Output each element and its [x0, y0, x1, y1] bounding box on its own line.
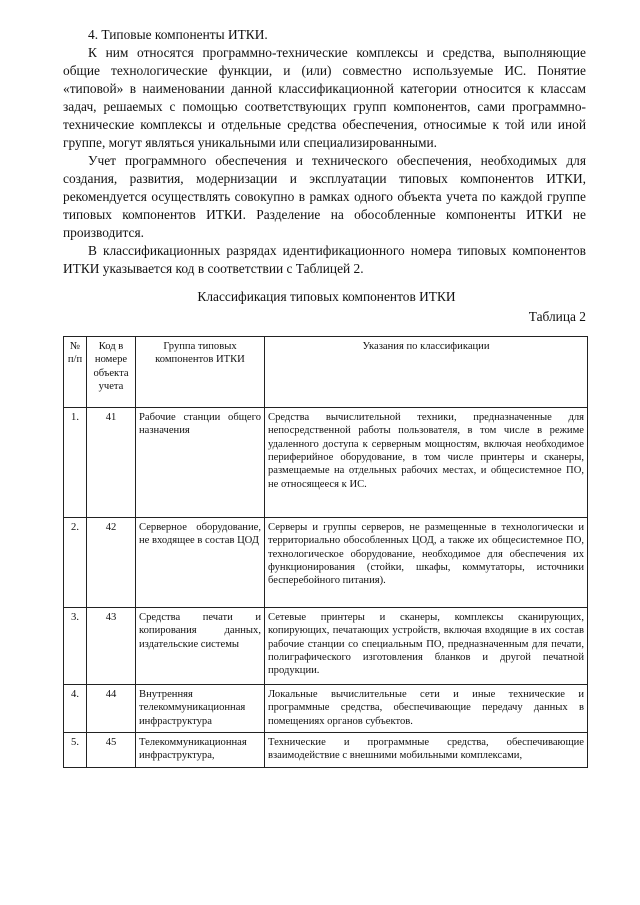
- table-row: [64, 518, 588, 608]
- cell-group: Рабочие станции общего назначения: [136, 408, 265, 518]
- cell-group: Средства печати и копирования данных, издательские системы: [136, 608, 265, 685]
- paragraph-2: Учет программного обеспечения и технического обеспечения, необходимых для создания, развития, модернизации и эксплуатации типовых компонентов ИТКИ, рекомендуется осуществлять совокупно в рамках одного объекта учета по каждой группе типовых компонентов ИТКИ. Разделение на обособленные компоненты ИТКИ не производится.: [63, 153, 586, 240]
- cell-instructions: Средства вычислительной техники, предназначенные для непосредственной работы пользователя, в том числе в режиме удаленного доступа к серверным мощностям, включая необходимое периферийное оборудование, в том числе принтеры и сканеры, размещаемые на отдельных рабочих местах, и общесистемное ПО, не относящееся к ИС.: [265, 408, 588, 518]
- section-heading: 4. Типовые компоненты ИТКИ.: [88, 27, 268, 42]
- header-code: Код в номере объекта учета: [87, 337, 136, 408]
- cell-instructions: Серверы и группы серверов, не размещенные в технологически и территориально обособленных ЦОД, а также их общесистемное ПО, технологическое оборудование, необходимое для обеспечения их функционирования (стойки, шкафы, коммутаторы, источники бесперебойного питания).: [265, 518, 588, 608]
- header-group: Группа типовых компонентов ИТКИ: [136, 337, 265, 408]
- cell-instructions: Технические и программные средства, обеспечивающие взаимодействие с внешними мобильными комплексами,: [265, 733, 588, 768]
- paragraph-1: К ним относятся программно-технические комплексы и средства, выполняющие общие технологические функции, и (или) совместно используемые ИС. Понятие «типовой» в наименовании данной классификационной категории относится к классам задач, решаемых с помощью соответствующих групп компонентов, сами программно-технические комплексы и отдельные средства обеспечения, относимые к той или иной группе, могут являться уникальными или специализированными.: [63, 45, 586, 150]
- classification-table: [63, 336, 588, 768]
- cell-code: 43: [87, 608, 136, 685]
- cell-number: 1.: [64, 408, 87, 518]
- cell-number: 2.: [64, 518, 87, 608]
- paragraph-3: В классификационных разрядах идентификационного номера типовых компонентов ИТКИ указывается код в соответствии с Таблицей 2.: [63, 243, 586, 276]
- cell-instructions: Сетевые принтеры и сканеры, комплексы сканирующих, копирующих, печатающих устройств, включая входящие в их состав рабочие станции со специальным ПО, предназначенным для печати, полиграфического изготовления бланков и другой печатной продукции.: [265, 608, 588, 685]
- cell-number: 5.: [64, 733, 87, 768]
- table-label: Таблица 2: [528, 309, 586, 324]
- cell-group: Телекоммуникационная инфраструктура,: [136, 733, 265, 768]
- document-page: [63, 26, 586, 768]
- cell-group: Внутренняя телекоммуникационная инфраструктура: [136, 685, 265, 733]
- table-row: [64, 608, 588, 685]
- cell-number: 4.: [64, 685, 87, 733]
- table-row: [64, 733, 588, 768]
- table-header-row: [64, 337, 588, 408]
- header-instructions: Указания по классификации: [265, 337, 588, 408]
- table-row: [64, 408, 588, 518]
- table-caption: Классификация типовых компонентов ИТКИ: [197, 289, 456, 304]
- cell-code: 44: [87, 685, 136, 733]
- table-row: [64, 685, 588, 733]
- cell-code: 45: [87, 733, 136, 768]
- cell-instructions: Локальные вычислительные сети и иные технические и программные средства, обеспечивающие передачу данных в помещениях органов субъектов.: [265, 685, 588, 733]
- cell-group: Серверное оборудование, не входящее в состав ЦОД: [136, 518, 265, 608]
- cell-number: 3.: [64, 608, 87, 685]
- header-number: № п/п: [64, 337, 87, 408]
- cell-code: 42: [87, 518, 136, 608]
- cell-code: 41: [87, 408, 136, 518]
